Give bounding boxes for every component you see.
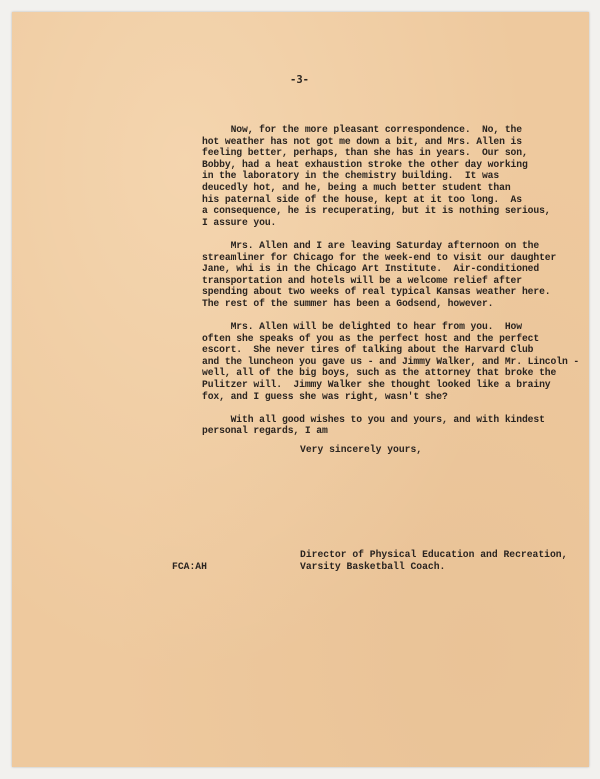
text-line: Jane, whi is in the Chicago Art Institute. Air-conditioned [202, 263, 540, 275]
signature-title [300, 549, 567, 572]
text-line: his paternal side of the house, kept at it too long. As [202, 193, 522, 205]
text-line: fox, and I guess she was right, wasn't she? [202, 390, 448, 402]
signature-title-line: Varsity Basketball Coach. [300, 560, 446, 572]
reference-initials: FCA:AH [172, 561, 207, 572]
text-line: hot weather has not got me down a bit, and Mrs. Allen is [202, 135, 522, 147]
text-line: I assure you. [202, 216, 277, 228]
text-line: The rest of the summer has been a Godsend, however. [202, 297, 494, 309]
text-line: Now, for the more pleasant correspondence. No, the [202, 124, 522, 135]
letter-body [202, 124, 589, 449]
paragraph-4 [202, 414, 589, 437]
paragraph-2 [202, 240, 589, 310]
text-line: and the luncheon you gave us - and Jimmy Walker, and Mr. Lincoln - [202, 355, 580, 367]
text-line: Pulitzer will. Jimmy Walker she thought looked like a brainy [202, 379, 551, 391]
text-line: in the laboratory in the chemistry building. It was [202, 170, 500, 182]
text-line: transportation and hotels will be a welcome relief after [202, 274, 522, 286]
text-line: well, all of the big boys, such as the attorney that broke the [202, 367, 557, 379]
paragraph-1 [202, 124, 589, 228]
text-line: streamliner for Chicago for the week-end to visit our daughter [202, 251, 557, 263]
letter-page [12, 12, 589, 767]
text-line: a consequence, he is recuperating, but it is nothing serious, [202, 205, 551, 217]
text-line: Mrs. Allen will be delighted to hear from you. How [202, 321, 522, 333]
signature-title-line: Director of Physical Education and Recreation, [300, 549, 568, 560]
text-line: feeling better, perhaps, than she has in years. Our son, [202, 147, 528, 159]
text-line: deucedly hot, and he, being a much better student than [202, 181, 511, 193]
text-line: spending about two weeks of real typical Kansas weather here. [202, 286, 551, 298]
closing: Very sincerely yours, [300, 444, 423, 455]
paragraph-3 [202, 321, 589, 402]
text-line: Bobby, had a heat exhaustion stroke the other day working [202, 158, 528, 170]
text-line: With all good wishes to you and yours, and with kindest [202, 413, 545, 425]
text-line: personal regards, I am [202, 425, 328, 437]
text-line: often she speaks of you as the perfect host and the perfect [202, 332, 540, 344]
page-number: -3- [290, 74, 309, 86]
text-line: escort. She never tires of talking about the Harvard Club [202, 344, 534, 356]
text-line: Mrs. Allen and I are leaving Saturday afternoon on the [202, 239, 540, 251]
